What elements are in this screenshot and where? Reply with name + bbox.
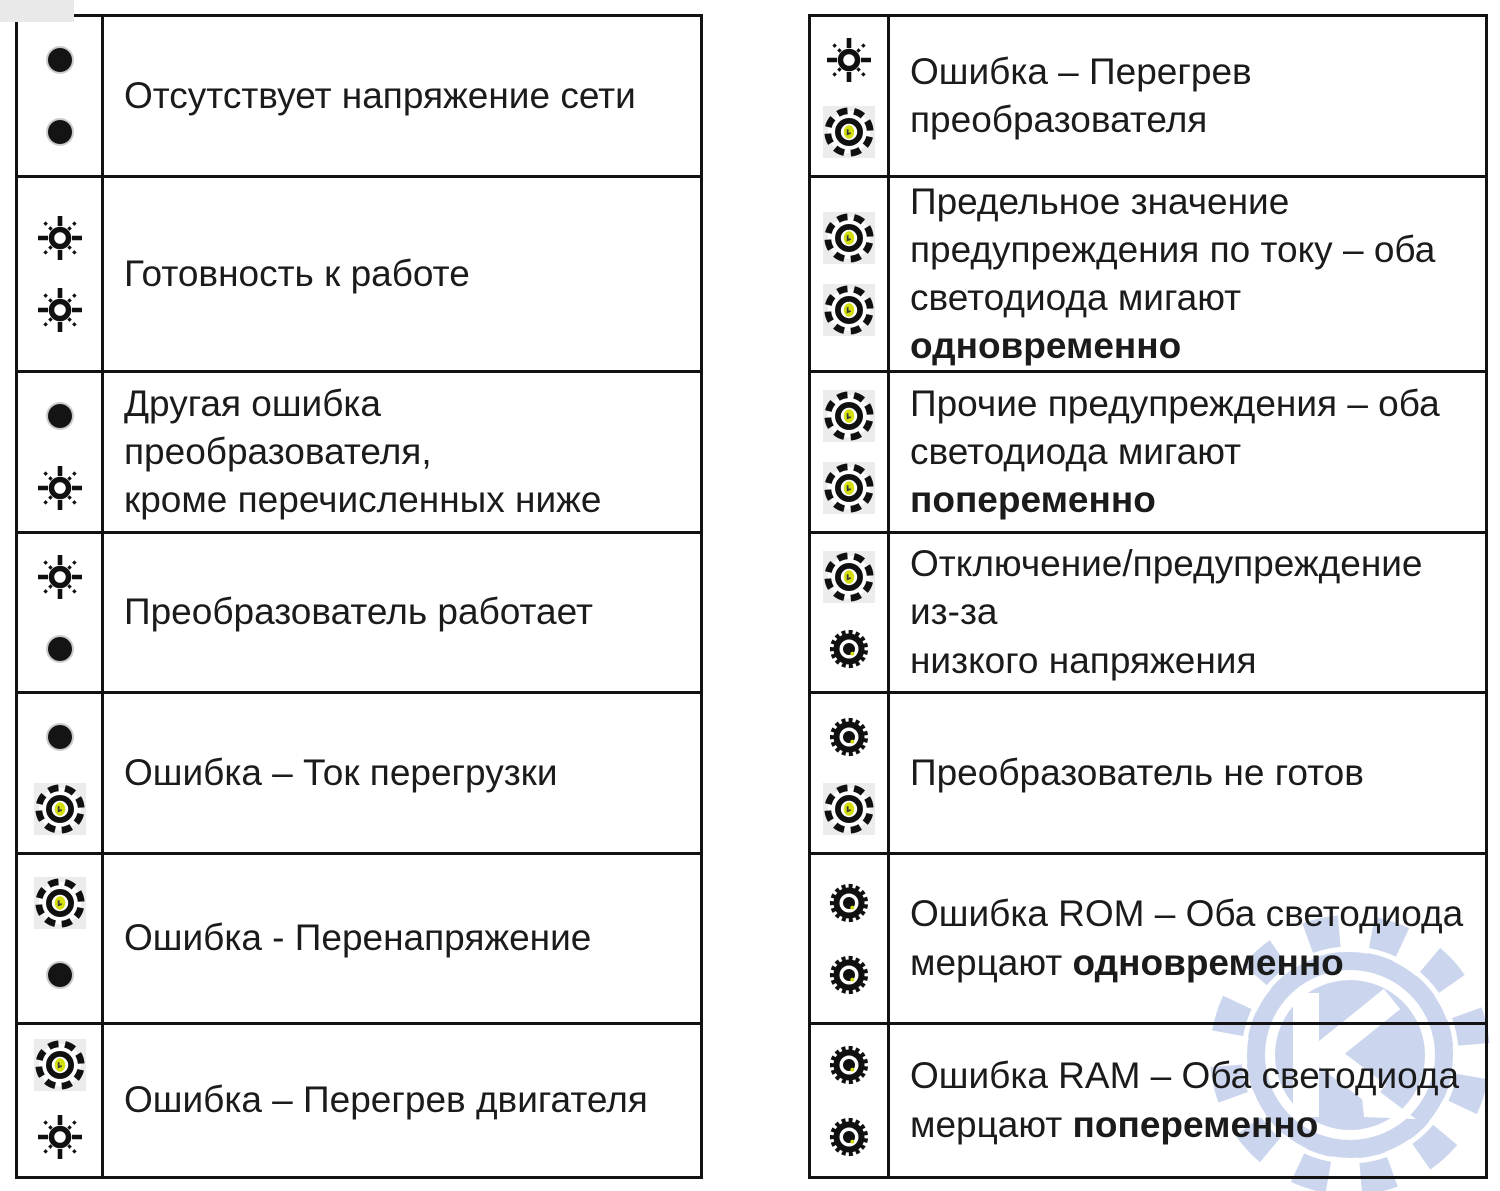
row-description-cell	[104, 1025, 700, 1176]
led-blink-icon	[822, 782, 876, 836]
row-description-cell	[890, 17, 1485, 175]
led-off-icon	[33, 948, 87, 1002]
led-state-icons	[811, 373, 890, 531]
row-description-cell	[104, 534, 700, 691]
table-row	[18, 534, 700, 694]
led-on-icon	[33, 283, 87, 337]
row-description-cell	[890, 694, 1485, 852]
led-state-icons	[18, 694, 104, 852]
plain-text: мерцают	[910, 941, 1073, 983]
row-description-cell	[104, 855, 700, 1022]
row-description	[124, 72, 694, 120]
led-state-icons	[18, 1025, 104, 1176]
plain-text: Отключение/предупреждение из-за	[910, 543, 1423, 633]
led-blink-icon	[33, 782, 87, 836]
table-row	[18, 373, 700, 534]
row-description	[910, 178, 1479, 370]
plain-text: Готовность к работе	[124, 252, 470, 294]
table-row	[811, 694, 1485, 855]
row-description	[124, 749, 694, 797]
table-row	[18, 178, 700, 373]
row-description-cell	[104, 373, 700, 531]
led-flicker-icon	[822, 876, 876, 930]
led-off-icon	[33, 33, 87, 87]
led-flicker-icon	[822, 1038, 876, 1092]
table-row	[811, 17, 1485, 178]
row-description-cell	[104, 178, 700, 370]
led-flicker-icon	[822, 1110, 876, 1164]
led-blink-icon	[822, 283, 876, 337]
row-description	[124, 588, 694, 636]
scan-artifact	[0, 0, 74, 22]
plain-text: Ошибка – Перегрев двигателя	[124, 1079, 648, 1121]
led-state-icons	[811, 178, 890, 370]
row-description-cell	[104, 17, 700, 175]
led-state-icons	[18, 534, 104, 691]
plain-text: Предельное значение	[910, 180, 1290, 222]
led-state-icons	[811, 694, 890, 852]
plain-text: Преобразователь не готов	[910, 751, 1364, 793]
plain-text: Другая ошибка преобразователя,	[124, 382, 432, 472]
led-off-icon	[33, 710, 87, 764]
table-row	[18, 694, 700, 855]
plain-text: Преобразователь работает	[124, 591, 593, 633]
led-blink-icon	[822, 461, 876, 515]
led-on-icon	[33, 461, 87, 515]
plain-text: преобразователя	[910, 99, 1208, 140]
table-row	[811, 855, 1485, 1025]
row-description-cell	[890, 178, 1485, 370]
led-on-icon	[33, 550, 87, 604]
plain-text: Прочие предупреждения – оба	[910, 382, 1440, 424]
led-blink-icon	[822, 105, 876, 159]
led-state-icons	[18, 17, 104, 175]
plain-text: мерцают	[910, 1103, 1073, 1145]
emphasis-text: попеременно	[910, 479, 1156, 521]
led-blink-icon	[822, 211, 876, 265]
plain-text: светодиода мигают	[910, 277, 1242, 318]
row-description	[124, 380, 694, 524]
led-state-icons	[18, 373, 104, 531]
row-description-cell	[890, 373, 1485, 531]
led-on-icon	[822, 33, 876, 87]
led-state-icons	[18, 178, 104, 370]
led-state-icons	[811, 17, 890, 175]
plain-text: светодиода мигают	[910, 430, 1242, 472]
led-flicker-icon	[822, 622, 876, 676]
emphasis-text: одновременно	[910, 325, 1182, 367]
plain-text: Ошибка – Ток перегрузки	[124, 751, 558, 793]
row-description	[910, 540, 1479, 684]
table-row	[18, 1025, 700, 1176]
table-row	[811, 178, 1485, 373]
led-off-icon	[33, 622, 87, 676]
led-state-icons	[811, 855, 890, 1022]
row-description-cell	[890, 534, 1485, 691]
right-status-table	[808, 14, 1488, 1179]
emphasis-text: попеременно	[1072, 1103, 1319, 1145]
table-row	[18, 17, 700, 178]
table-row	[811, 534, 1485, 694]
row-description-cell	[104, 694, 700, 852]
table-row	[811, 1025, 1485, 1176]
led-off-icon	[33, 389, 87, 443]
row-description-cell	[890, 855, 1485, 1022]
led-blink-icon	[822, 550, 876, 604]
row-description	[124, 1076, 694, 1124]
led-blink-icon	[822, 389, 876, 443]
row-description	[910, 1052, 1479, 1148]
led-blink-icon	[33, 876, 87, 930]
left-status-table	[15, 14, 703, 1179]
plain-text: Ошибка – Перегрев	[910, 50, 1252, 92]
led-on-icon	[33, 1110, 87, 1164]
plain-text: Ошибка ROM – Оба светодиода	[910, 893, 1464, 935]
row-description	[124, 914, 694, 962]
led-state-icons	[18, 855, 104, 1022]
emphasis-text: одновременно	[1072, 941, 1344, 983]
plain-text: Отсутствует напряжение сети	[124, 74, 636, 116]
plain-text: кроме перечисленных ниже	[124, 479, 602, 521]
plain-text: Ошибка - Перенапряжение	[124, 917, 592, 959]
plain-text: предупреждения по току – оба	[910, 228, 1436, 270]
row-description	[910, 48, 1479, 144]
row-description	[910, 749, 1479, 797]
led-flicker-icon	[822, 948, 876, 1002]
led-on-icon	[33, 211, 87, 265]
row-description	[124, 250, 694, 298]
led-state-icons	[811, 534, 890, 691]
row-description	[910, 380, 1479, 524]
row-description	[910, 890, 1479, 986]
table-row	[811, 373, 1485, 534]
plain-text: Ошибка RAM – Оба светодиода	[910, 1055, 1460, 1097]
led-state-icons	[811, 1025, 890, 1176]
table-row	[18, 855, 700, 1025]
led-blink-icon	[33, 1038, 87, 1092]
plain-text: низкого напряжения	[910, 639, 1257, 681]
row-description-cell	[890, 1025, 1485, 1176]
led-flicker-icon	[822, 710, 876, 764]
led-off-icon	[33, 105, 87, 159]
